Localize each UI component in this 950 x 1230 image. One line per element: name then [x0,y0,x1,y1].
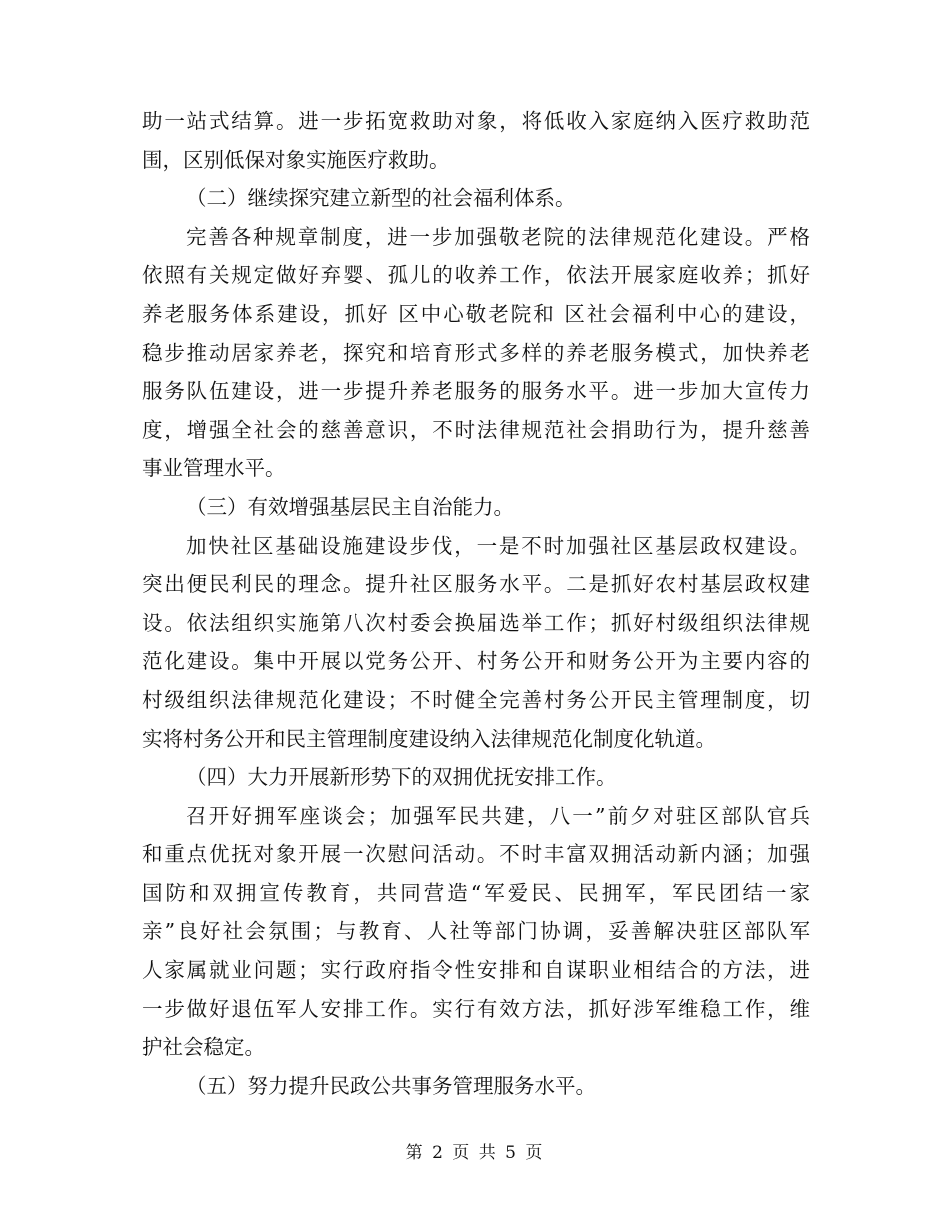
text-line: 稳步推动居家养老，探究和培育形式多样的养老服务模式，加快养老 [142,340,810,365]
text-line: 亲”良好社会氛围；与教育、人社等部门协调，妥善解决驻区部队军 [142,919,810,944]
text-line: （三）有效增强基层民主自治能力。 [186,494,514,519]
text-line: 加快社区基础设施建设步伐，一是不时加强社区基层政权建设。 [186,533,810,558]
text-line: 服务队伍建设，进一步提升养老服务的服务水平。进一步加大宣传力 [142,379,810,404]
text-line: 助一站式结算。进一步拓宽救助对象，将低收入家庭纳入医疗救助范 [142,109,810,133]
text-line: 实将村务公开和民主管理制度建设纳入法律规范化制度化轨道。 [142,726,716,751]
text-line: （五）努力提升民政公共事务管理服务水平。 [186,1073,596,1098]
text-line: （四）大力开展新形势下的双拥优抚安排工作。 [186,765,617,790]
text-line: 村级组织法律规范化建设；不时健全完善村务公开民主管理制度，切 [142,687,810,712]
text-line: 和重点优抚对象开展一次慰问活动。不时丰富双拥活动新内涵；加强 [142,842,810,867]
text-line: 事业管理水平。 [142,456,286,481]
text-line: 依照有关规定做好弃婴、孤儿的收养工作，依法开展家庭收养；抓好 [142,263,810,288]
page-footer: 第 2 页 共 5 页 [405,1143,545,1163]
text-line: 度，增强全社会的慈善意识，不时法律规范社会捐助行为，提升慈善 [142,417,810,442]
text-line: 围，区别低保对象实施医疗救助。 [142,147,450,172]
text-line: 养老服务体系建设，抓好 区中心敬老院和 区社会福利中心的建设， [142,301,810,326]
text-line: 一步做好退伍军人安排工作。实行有效方法，抓好涉军维稳工作，维 [142,996,810,1021]
text-line: 国防和双拥宣传教育，共同营造“军爱民、民拥军，军民团结一家 [142,880,810,905]
text-line: （二）继续探究建立新型的社会福利体系。 [186,186,576,211]
text-line: 护社会稳定。 [142,1035,265,1060]
text-line: 人家属就业问题；实行政府指令性安排和自谋职业相结合的方法，进 [142,958,810,983]
text-line: 突出便民利民的理念。提升社区服务水平。二是抓好农村基层政权建 [142,572,810,597]
text-line: 设。依法组织实施第八次村委会换届选举工作；抓好村级组织法律规 [142,610,810,635]
text-line: 召开好拥军座谈会；加强军民共建，八一”前夕对驻区部队官兵 [186,803,810,828]
document-body [142,102,810,1105]
text-line: 范化建设。集中开展以党务公开、村务公开和财务公开为主要内容的 [142,649,810,674]
text-line: 完善各种规章制度，进一步加强敬老院的法律规范化建设。严格 [186,224,810,249]
